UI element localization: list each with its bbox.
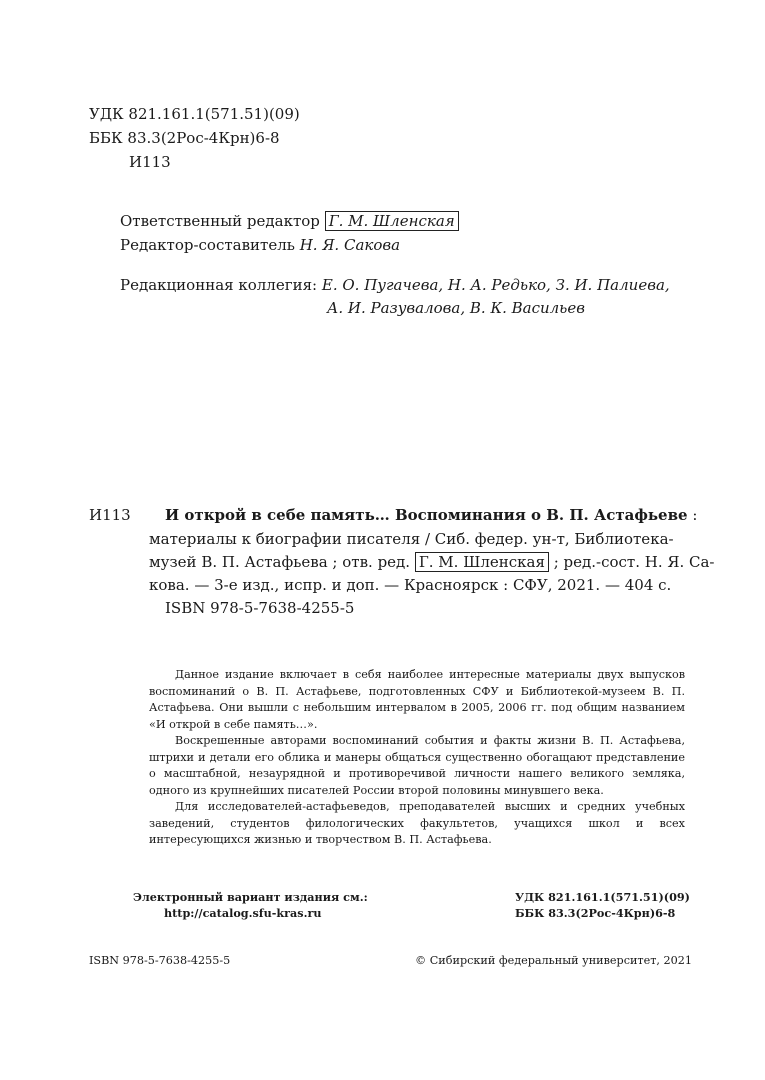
compiler-name: Н. Я. Сакова [299,236,401,254]
biblio-line-3 [149,552,715,572]
compiler-label: Редактор-составитель [120,236,295,254]
biblio-title-line [165,505,697,525]
biblio-line-3a: музей В. П. Астафьева ; отв. ред. [149,553,411,571]
responsible-editor-label: Ответственный редактор [120,212,320,230]
footer-udk: УДК 821.161.1(571.51)(09) [515,890,690,904]
biblio-sign: И113 [89,506,131,524]
responsible-editor-line [120,211,459,231]
ebook-url[interactable]: http://catalog.sfu-kras.ru [164,906,322,920]
annotation-paragraph-3: Для исследователей-астафьеведов, преподавателей высших и средних учебных заведений, студентов филологических факультетов, учащихся школ и всех интересующихся жизнью и творчеством В. П. Астафьева. [149,800,685,846]
responsible-editor-name: Г. М. Шленская [325,211,459,231]
copyright: © Сибирский федеральный университет, 2021 [415,954,693,967]
udk-code: УДК 821.161.1(571.51)(09) [89,105,300,123]
biblio-line-2: материалы к биографии писателя / Сиб. федер. ун-т, Библиотека- [149,530,674,548]
author-sign: И113 [129,153,171,171]
bbk-code: ББК 83.3(2Рос-4Крн)6-8 [89,129,280,147]
annotation-paragraph-2: Воскрешенные авторами воспоминаний события и факты жизни В. П. Астафьева, штрихи и детали его облика и манеры общаться существенно обогащают представление о масштабной, незаурядной и противоречивой личности нашего великого земляка, одного из крупнейших писателей России второй половины минувшего века. [149,734,685,797]
biblio-line-4: кова. — 3-е изд., испр. и доп. — Красноярск : СФУ, 2021. — 404 с. [149,576,672,594]
biblio-responsible-editor: Г. М. Шленская [415,552,549,572]
biblio-isbn: ISBN 978-5-7638-4255-5 [165,599,355,617]
book-title-tail: : [687,506,698,524]
book-title: И открой в себе память… Воспоминания о В. П. Астафьеве [165,506,688,524]
editorial-board-line1 [120,275,670,295]
compiler-line [120,235,400,255]
ebook-label: Электронный вариант издания см.: [133,890,368,904]
annotation [149,667,685,849]
editorial-board-names-1: Е. О. Пугачева, Н. А. Редько, З. И. Палиева, [321,276,670,294]
annotation-paragraph-1: Данное издание включает в себя наиболее интересные материалы двух выпусков воспоминаний о В. П. Астафьеве, подготовленных СФУ и Библиотекой-музеем В. П. Астафьева. Они вышли с небольшим интервалом в 2005, 2006 гг. под общим названием «И открой в себе память…». [149,668,685,731]
editorial-board-names-2: А. И. Разувалова, В. К. Васильев [327,299,585,317]
footer-bbk: ББК 83.3(2Рос-4Крн)6-8 [515,906,676,920]
editorial-board-label: Редакционная коллегия: [120,276,318,294]
footer-isbn: ISBN 978-5-7638-4255-5 [89,954,231,967]
biblio-line-3b: ; ред.-сост. Н. Я. Са- [553,553,715,571]
